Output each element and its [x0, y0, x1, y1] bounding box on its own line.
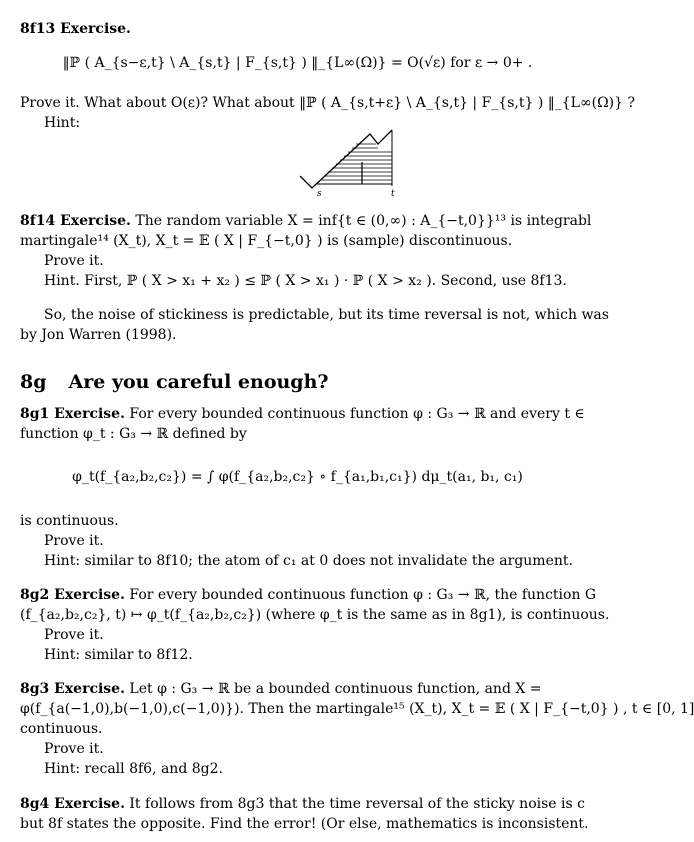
formula-8f13: ‖ℙ ( A_{s−ε,t} \ A_{s,t} | F_{s,t} ) ‖_{L∞(Ω)} = O(√ε) for ε → 0+ . [62, 55, 533, 71]
exercise-8f14-line-1 [20, 211, 591, 231]
exercise-heading-8f13: 8f13 Exercise. [20, 21, 131, 37]
paragraph-8f13-question: Prove it. What about O(ε)? What about ‖ℙ ( A_{s,t+ε} \ A_{s,t} | F_{s,t} ) ‖_{L∞(Ω)} ? [20, 95, 636, 111]
exercise-8f14-line-2: martingale¹⁴ (X_t), X_t = 𝔼 ( X | F_{−t,0} ) is (sample) discontinuous. [20, 233, 513, 249]
exercise-8g1-line-1 [20, 404, 585, 424]
section-title: Are you careful enough? [68, 371, 329, 393]
exercise-8g1-text-1: For every bounded continuous function φ : G₃ → ℝ and every t ∈ [129, 406, 585, 422]
section-number: 8g [20, 371, 47, 393]
hint-8g3: Hint: recall 8f6, and 8g2. [44, 761, 223, 777]
exercise-8g2-line-1 [20, 585, 596, 605]
formula-8g1: φ_t(f_{a₂,b₂,c₂}) = ∫ φ(f_{a₂,b₂,c₂} ∘ f_{a₁,b₁,c₁}) dμ_t(a₁, b₁, c₁) [72, 469, 523, 485]
exercise-heading-8g4: 8g4 Exercise. [20, 796, 125, 812]
figure-hatching [320, 144, 392, 180]
exercise-8g4-line-2: but 8f states the opposite. Find the error! (Or else, mathematics is inconsistent. [20, 816, 589, 832]
exercise-8g3-text-1: Let φ : G₃ → ℝ be a bounded continuous function, and X = [129, 681, 542, 697]
prove-8f14: Prove it. [44, 253, 104, 269]
paragraph-stickiness-2: by Jon Warren (1998). [20, 327, 177, 343]
exercise-8g1-line-3: is continuous. [20, 513, 119, 529]
prove-8g2: Prove it. [44, 627, 104, 643]
exercise-8g1-line-2: function φ_t : G₃ → ℝ defined by [20, 426, 247, 442]
figure-polyline [300, 130, 392, 188]
hint-8g1: Hint: similar to 8f10; the atom of c₁ at 0 does not invalidate the argument. [44, 553, 573, 569]
exercise-8g3-line-2: φ(f_{a(−1,0),b(−1,0),c(−1,0)}). Then the martingale¹⁵ (X_t), X_t = 𝔼 ( X | F_{−t,0} ) , t ∈ [0, 1] [20, 701, 694, 717]
figure-label-s: s [317, 189, 322, 199]
exercise-8g2-text-1: For every bounded continuous function φ : G₃ → ℝ, the function G [129, 587, 597, 603]
hint-8g2: Hint: similar to 8f12. [44, 647, 193, 663]
section-heading-8g [20, 371, 329, 393]
exercise-heading-8f14: 8f14 Exercise. [20, 213, 131, 229]
hint-figure-8f13 [292, 124, 402, 204]
prove-8g1: Prove it. [44, 533, 104, 549]
hint-label-8f13: Hint: [44, 115, 81, 131]
exercise-heading-8g3: 8g3 Exercise. [20, 681, 125, 697]
figure-label-t: t [391, 189, 395, 199]
exercise-heading-8g1: 8g1 Exercise. [20, 406, 125, 422]
exercise-8g3-line-3: continuous. [20, 721, 103, 737]
exercise-8f14-text-1: The random variable X = inf{t ∈ (0,∞) : A_{−t,0}}¹³ is integrabl [135, 213, 592, 229]
exercise-8g3-line-1 [20, 679, 542, 699]
paragraph-stickiness-1: So, the noise of stickiness is predictable, but its time reversal is not, which was [44, 307, 609, 323]
prove-8g3: Prove it. [44, 741, 104, 757]
exercise-8g4-text-1: It follows from 8g3 that the time reversal of the sticky noise is c [129, 796, 585, 812]
exercise-heading-8g2: 8g2 Exercise. [20, 587, 125, 603]
hint-8f14: Hint. First, ℙ ( X > x₁ + x₂ ) ≤ ℙ ( X > x₁ ) · ℙ ( X > x₂ ). Second, use 8f13. [44, 273, 567, 289]
exercise-8g4-line-1 [20, 794, 585, 814]
exercise-8g2-line-2: (f_{a₂,b₂,c₂}, t) ↦ φ_t(f_{a₂,b₂,c₂}) (where φ_t is the same as in 8g1), is continuous. [20, 607, 610, 623]
